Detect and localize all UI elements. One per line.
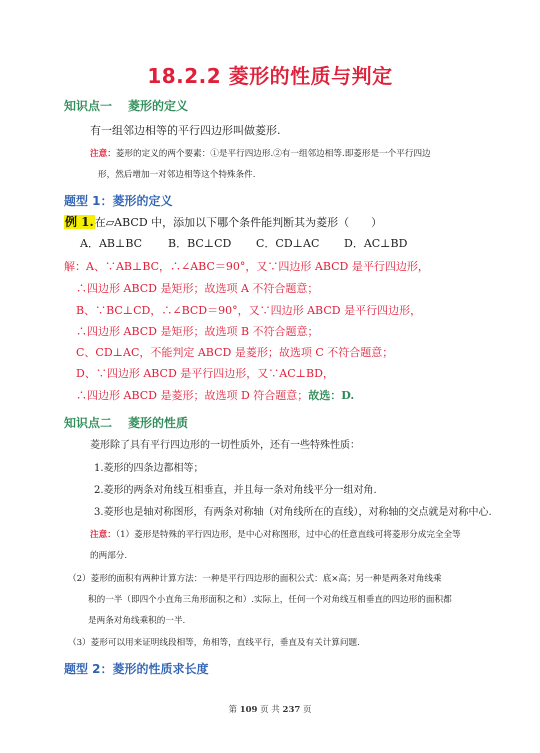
current-page: 109 — [239, 705, 258, 715]
topic-heading-2: 题型 2：菱形的性质求长度 — [64, 662, 209, 676]
note-text: （1）菱形是特殊的平行四边形，是中心对称图形，过中心的任意直线可将菱形分成完全全等 — [115, 530, 461, 540]
total-pages: 237 — [282, 705, 301, 715]
property-1: 1.菱形的四条边都相等； — [94, 463, 204, 474]
solution-line-4: ∴四边形 ABCD 是矩形；故选项 B 不符合题意； — [76, 325, 319, 338]
note-definition-line1 — [90, 147, 431, 161]
option-c: C．CD⊥AC — [256, 237, 320, 250]
solution-conclusion: ∴四边形 ABCD 是菱形；故选项 D 符合题意； — [76, 389, 309, 402]
note-properties-2c: 是两条对角线乘积的一半. — [88, 616, 186, 626]
option-a: A．AB⊥BC — [80, 237, 143, 250]
property-2: 2.菱形的两条对角线互相垂直，并且每一条对角线平分一组对角. — [94, 485, 377, 496]
option-d: D．AC⊥BD — [344, 237, 408, 250]
properties-intro: 菱形除了具有平行四边形的一切性质外，还有一些特殊性质： — [90, 440, 360, 451]
solution-line-5: C、CD⊥AC，不能判定 ABCD 是菱形；故选项 C 不符合题意； — [76, 346, 394, 359]
note-properties-1b: 的两部分. — [90, 551, 128, 561]
section-heading-definition — [64, 97, 188, 114]
section-heading-properties — [64, 414, 188, 431]
section-name: 菱形的定义 — [128, 99, 189, 113]
definition-text: 有一组邻边相等的平行四边形叫做菱形. — [90, 124, 281, 137]
example-label: 例 1. — [65, 215, 94, 229]
footer-middle: 页 共 — [260, 705, 280, 715]
example-question — [64, 215, 382, 230]
example-text: 在▱ABCD 中，添加以下哪个条件能判断其为菱形（ ） — [94, 216, 383, 229]
note-properties-1a — [90, 528, 461, 542]
solution-line-3: B、∵BC⊥CD，∴∠BCD＝90°，又∵四边形 ABCD 是平行四边形， — [76, 304, 422, 317]
answer-choice: 故选：D. — [308, 389, 355, 402]
property-3: 3.菱形也是轴对称图形，有两条对称轴（对角线所在的直线），对称轴的交点就是对称中心. — [94, 507, 492, 518]
note-label: 注意： — [90, 149, 116, 159]
note-properties-3: （3）菱形可以用来证明线段相等，角相等，直线平行，垂直及有关计算问题. — [68, 638, 360, 648]
topic-heading-1: 题型 1：菱形的定义 — [64, 194, 173, 208]
option-b: B．BC⊥CD — [168, 237, 232, 250]
section-label: 知识点一 — [64, 99, 113, 113]
note-text: 菱形的定义的两个要素：①是平行四边形.②有一组邻边相等.即菱形是一个平行四边 — [115, 149, 431, 159]
page-footer — [0, 703, 540, 715]
note-properties-2b: 积的一半（即四个小直角三角形面积之和）.实际上，任何一个对角线互相垂直的四边形的面积都 — [88, 595, 452, 605]
section-label: 知识点二 — [64, 416, 113, 430]
note-properties-2a: （2）菱形的面积有两种计算方法：一种是平行四边形的面积公式：底×高；另一种是两条对角线乘 — [68, 574, 442, 584]
section-name: 菱形的性质 — [128, 416, 189, 430]
solution-line-6: D、∵四边形 ABCD 是平行四边形，又∵AC⊥BD， — [76, 367, 334, 380]
footer-prefix: 第 — [228, 705, 237, 715]
solution-line-7 — [76, 389, 354, 403]
example-options — [80, 237, 410, 251]
note-label: 注意： — [90, 530, 116, 540]
solution-line-2: ∴四边形 ABCD 是矩形；故选项 A 不符合题意； — [76, 282, 319, 295]
solution-line-1: 解：A、∵AB⊥BC，∴∠ABC＝90°，又∵四边形 ABCD 是平行四边形， — [64, 260, 429, 273]
footer-suffix: 页 — [303, 705, 312, 715]
page-title: 18.2.2 菱形的性质与判定 — [147, 64, 393, 88]
note-definition-line2: 形，然后增加一对邻边相等这个特殊条件. — [98, 170, 256, 180]
